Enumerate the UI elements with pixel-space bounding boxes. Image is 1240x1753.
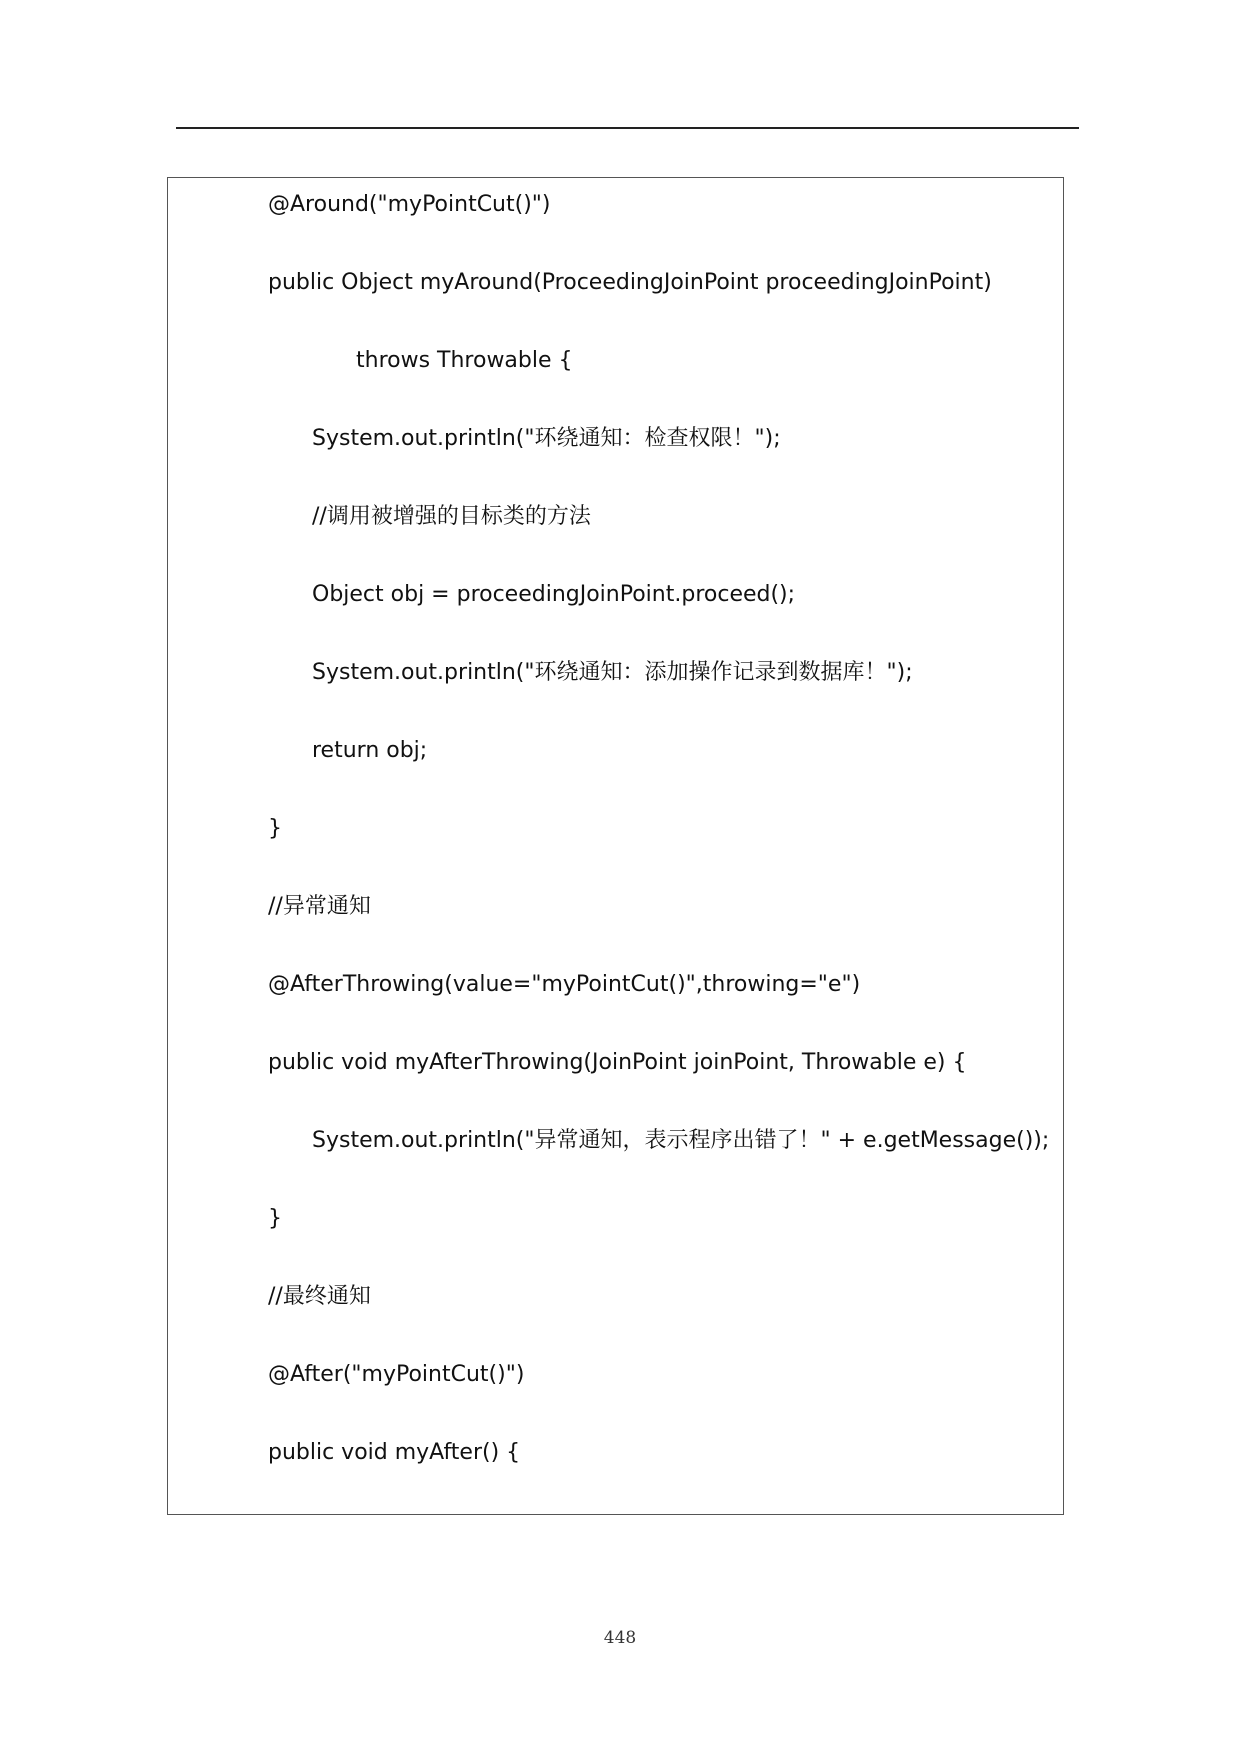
code-line-return: return obj;	[312, 738, 428, 763]
code-line-after-signature: public void myAfter() {	[268, 1440, 521, 1465]
code-line-close-brace-2: }	[268, 1206, 282, 1231]
code-line-print-record: System.out.println("环绕通知：添加操作记录到数据库！");	[312, 660, 913, 685]
code-line-around-annotation: @Around("myPointCut()")	[268, 192, 551, 217]
header-rule	[176, 127, 1079, 129]
page-number: 448	[603, 1628, 637, 1648]
code-line-afterthrowing-annotation: @AfterThrowing(value="myPointCut()",throwing="e")	[268, 972, 861, 997]
code-line-proceed: Object obj = proceedingJoinPoint.proceed();	[312, 582, 796, 607]
code-line-comment-exception: //异常通知	[268, 894, 371, 919]
code-line-print-check: System.out.println("环绕通知：检查权限！");	[312, 426, 781, 451]
code-line-throws: throws Throwable {	[356, 348, 573, 373]
code-line-around-signature: public Object myAround(ProceedingJoinPoint proceedingJoinPoint)	[268, 270, 992, 295]
code-line-after-annotation: @After("myPointCut()")	[268, 1362, 525, 1387]
code-line-afterthrowing-signature: public void myAfterThrowing(JoinPoint joinPoint, Throwable e) {	[268, 1050, 967, 1075]
code-block	[167, 177, 1064, 1515]
code-line-print-exception: System.out.println("异常通知，表示程序出错了！" + e.getMessage());	[312, 1128, 1050, 1153]
code-line-close-brace: }	[268, 816, 282, 841]
code-line-comment-final: //最终通知	[268, 1284, 371, 1309]
code-line-comment-invoke: //调用被增强的目标类的方法	[312, 504, 591, 529]
